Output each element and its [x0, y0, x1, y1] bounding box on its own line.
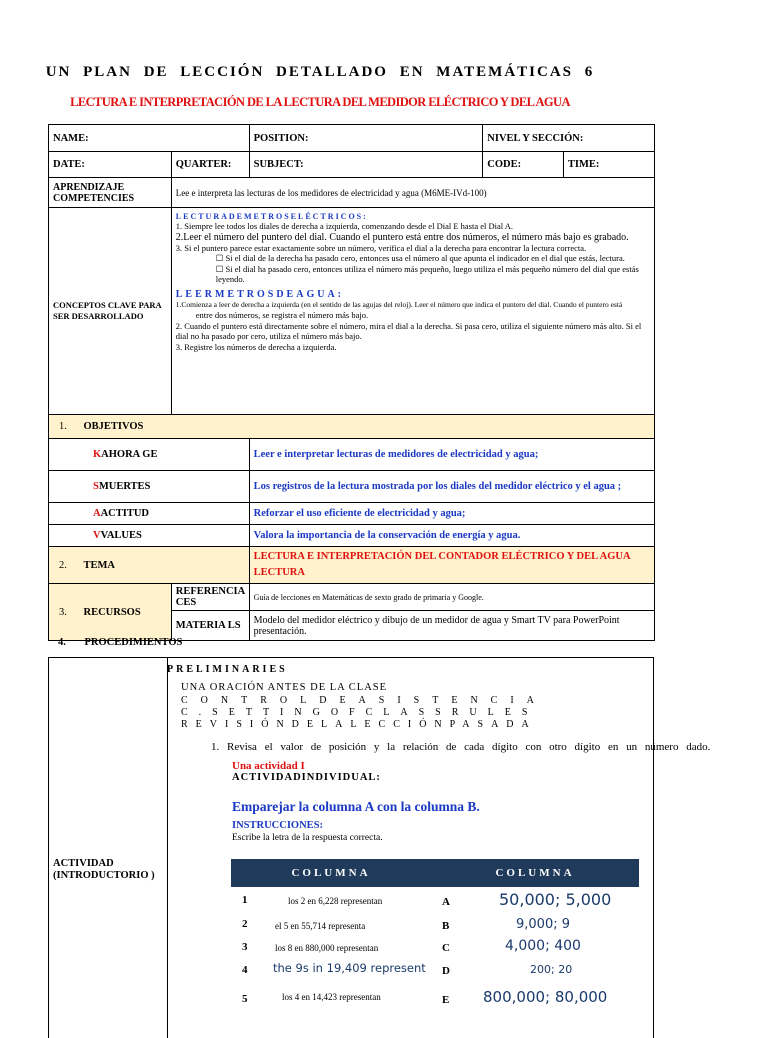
objetivos-num: 1.	[59, 421, 67, 432]
row-2-num: 2	[242, 918, 248, 930]
row-4-text: the 9s in 19,409 represent	[273, 961, 426, 975]
row-2-text: el 5 en 55,714 representa	[275, 921, 366, 931]
a-letter: A	[93, 508, 101, 519]
knowledge-label	[49, 439, 250, 471]
materiales-text: Modelo del medidor eléctrico y dibujo de un medidor de agua y Smart TV para PowerPoint presentación.	[249, 611, 654, 641]
row-5-value: 800,000; 80,000	[483, 988, 608, 1006]
k-rest: AHORA GE	[101, 448, 158, 460]
subject-cell: SUBJECT:	[249, 152, 483, 178]
procedimientos-num: 4.	[58, 637, 66, 648]
aprendizaje-label: APRENDIZAJE COMPETENCIES	[49, 178, 172, 208]
instrucciones-heading: INSTRUCCIONES:	[232, 820, 324, 831]
row-3-num: 3	[242, 941, 248, 953]
electric-heading: LECTURADEMETROSELÉCTRICOS:	[175, 212, 368, 221]
row-4-num: 4	[242, 964, 248, 976]
recursos-cell	[49, 584, 172, 641]
conceptos-cell	[171, 208, 654, 415]
procedimientos-heading	[58, 637, 182, 648]
row-3-value: 4,000; 400	[505, 938, 581, 954]
column-b-header: COLUMNA	[431, 859, 639, 887]
emparejar-heading: Emparejar la columna A con la columna B.	[232, 799, 480, 814]
recursos-num: 3.	[59, 606, 67, 618]
procedimientos-box	[48, 657, 711, 1038]
objetivos-row	[49, 415, 655, 439]
revision-line: REVISIÓNDELALECCIÓNPASADA	[181, 719, 537, 730]
k-letter: K	[93, 448, 102, 460]
attitude-text: Reforzar el uso eficiente de electricidad y agua;	[249, 503, 654, 525]
row-1-text: los 2 en 6,228 representan	[288, 896, 383, 906]
name-cell: NAME:	[49, 125, 250, 152]
aprendizaje-text: Lee e interpreta las lecturas de los medidores de electricidad y agua (M6ME-IVd-100)	[171, 178, 654, 208]
row-5-letter: E	[442, 994, 450, 1006]
electric-step-2: 2.Leer el número del puntero del dial. Cuando el puntero está entre dos números, el número más bajo es grabado.	[175, 231, 629, 243]
quarter-cell: QUARTER:	[171, 152, 249, 178]
recursos-label: RECURSOS	[83, 606, 141, 618]
materiales-label: MATERIA LS	[171, 611, 249, 641]
v-rest: VALUES	[100, 530, 142, 541]
row-5-text: los 4 en 14,423 representan	[282, 992, 381, 1002]
oracion-line: UNA ORACIÓN ANTES DE LA CLASE	[181, 682, 388, 693]
s-rest: MUERTES	[98, 481, 151, 492]
water-step-3: 3. Registre los números de derecha a izquierda.	[175, 341, 337, 352]
values-text: Valora la importancia de la conservación de energía y agua.	[249, 525, 654, 547]
electric-step-1: 1. Siempre lee todos los diales de derecha a izquierda, comenzando desde el Dial E hasta el Dial A.	[175, 221, 514, 231]
code-cell: CODE:	[483, 152, 564, 178]
tema-num: 2.	[59, 559, 67, 571]
date-cell: DATE:	[49, 152, 172, 178]
time-cell: TIME:	[563, 152, 654, 178]
nivel-cell: NIVEL Y SECCIÓN:	[483, 125, 655, 152]
page-subtitle: LECTURA E INTERPRETACIÓN DE LA LECTURA DEL MEDIDOR ELÉCTRICO Y DEL AGUA	[70, 95, 570, 109]
page-title: UN PLAN DE LECCIÓN DETALLADO EN MATEMÁTICAS 6	[45, 64, 595, 80]
actividad-column	[49, 658, 168, 1038]
row-1-value: 50,000; 5,000	[499, 890, 612, 909]
values-label	[49, 525, 250, 547]
actividad-label: ACTIVIDAD (INTRODUCTORIO )	[53, 858, 155, 881]
attitude-label	[49, 503, 250, 525]
column-a-header: COLUMNA	[231, 859, 431, 887]
revisa-line: 1. Revisa el valor de posición y la relación de cada dígito con otro dígito en un número dado.	[211, 741, 711, 753]
water-heading: LEERMETROSDEAGUA:	[175, 288, 345, 300]
preliminaries-heading: PRELIMINARIES	[167, 664, 288, 675]
tema-cell	[49, 547, 250, 584]
water-step-2: 2. Cuando el puntero está directamente sobre el número, mira el dial a la derecha. Si pasa cero, utiliza el siguiente número más alto. Si el dial no ha pasado por cero, utiliza el número más bajo.	[175, 320, 642, 341]
electric-step-3b: ☐ Si el dial ha pasado cero, entonces utiliza el número más pequeño, luego utiliza el más pequeño número del dial que estás leyendo.	[215, 263, 639, 284]
s-letter: S	[93, 481, 99, 492]
row-1-letter: A	[442, 896, 450, 908]
una-actividad: Una actividad I	[232, 760, 305, 772]
skills-text: Los registros de la lectura mostrada por los diales del medidor eléctrico y el agua ;	[249, 471, 654, 503]
electric-step-3a: ☐ Si el dial de la derecha ha pasado cero, entonces usa el número al que apunta el indicador en el dial que estás, lectura.	[215, 253, 625, 263]
lesson-plan-table	[48, 124, 655, 641]
row-1-num: 1	[242, 894, 248, 906]
a-rest: ACTITUD	[100, 508, 150, 519]
conceptos-label: CONCEPTOS CLAVE PARA SER DESARROLLADO	[49, 208, 172, 415]
row-5-num: 5	[242, 993, 248, 1005]
skills-label	[49, 471, 250, 503]
row-3-letter: C	[442, 942, 450, 954]
water-step-1: 1.Comienza a leer de derecha a izquierda (en el sentido de las agujas del reloj). Leer el número que indica el puntero del dial. Cuando el puntero está	[175, 299, 623, 309]
setting-line: C.SETTINGOFCLASSRULES	[181, 707, 539, 718]
row-4-letter: D	[442, 965, 450, 977]
tema-label: TEMA	[83, 559, 115, 571]
row-3-text: los 8 en 880,000 representan	[275, 943, 379, 953]
knowledge-text: Leer e interpretar lecturas de medidores de electricidad y agua;	[249, 439, 654, 471]
tema-text: LECTURA E INTERPRETACIÓN DEL CONTADOR ELÉCTRICO Y DEL AGUA LECTURA	[249, 547, 654, 584]
row-2-letter: B	[442, 920, 450, 932]
actividad-individual: ACTIVIDADINDIVIDUAL:	[232, 772, 381, 783]
objetivos-label: OBJETIVOS	[83, 421, 144, 432]
position-cell: POSITION:	[249, 125, 483, 152]
procedimientos-label: PROCEDIMIENTOS	[84, 637, 183, 648]
water-step-1b: entre dos números, se registra el número más bajo.	[195, 310, 369, 320]
row-4-value: 200; 20	[530, 963, 573, 976]
electric-step-3: 3. Si el puntero parece estar exactamente sobre un número, verifica el dial a la derecha para encontrar la lectura correcta.	[175, 242, 587, 253]
referencias-text: Guía de lecciones en Matemáticas de sexto grado de primaria y Google.	[249, 584, 654, 611]
escribe-line: Escribe la letra de la respuesta correcta.	[232, 833, 383, 843]
row-2-value: 9,000; 9	[516, 917, 570, 932]
referencias-label: REFERENCIA CES	[171, 584, 249, 611]
v-letter: V	[93, 530, 101, 541]
control-line: CONTROLDEASISTENCIA	[181, 695, 547, 706]
